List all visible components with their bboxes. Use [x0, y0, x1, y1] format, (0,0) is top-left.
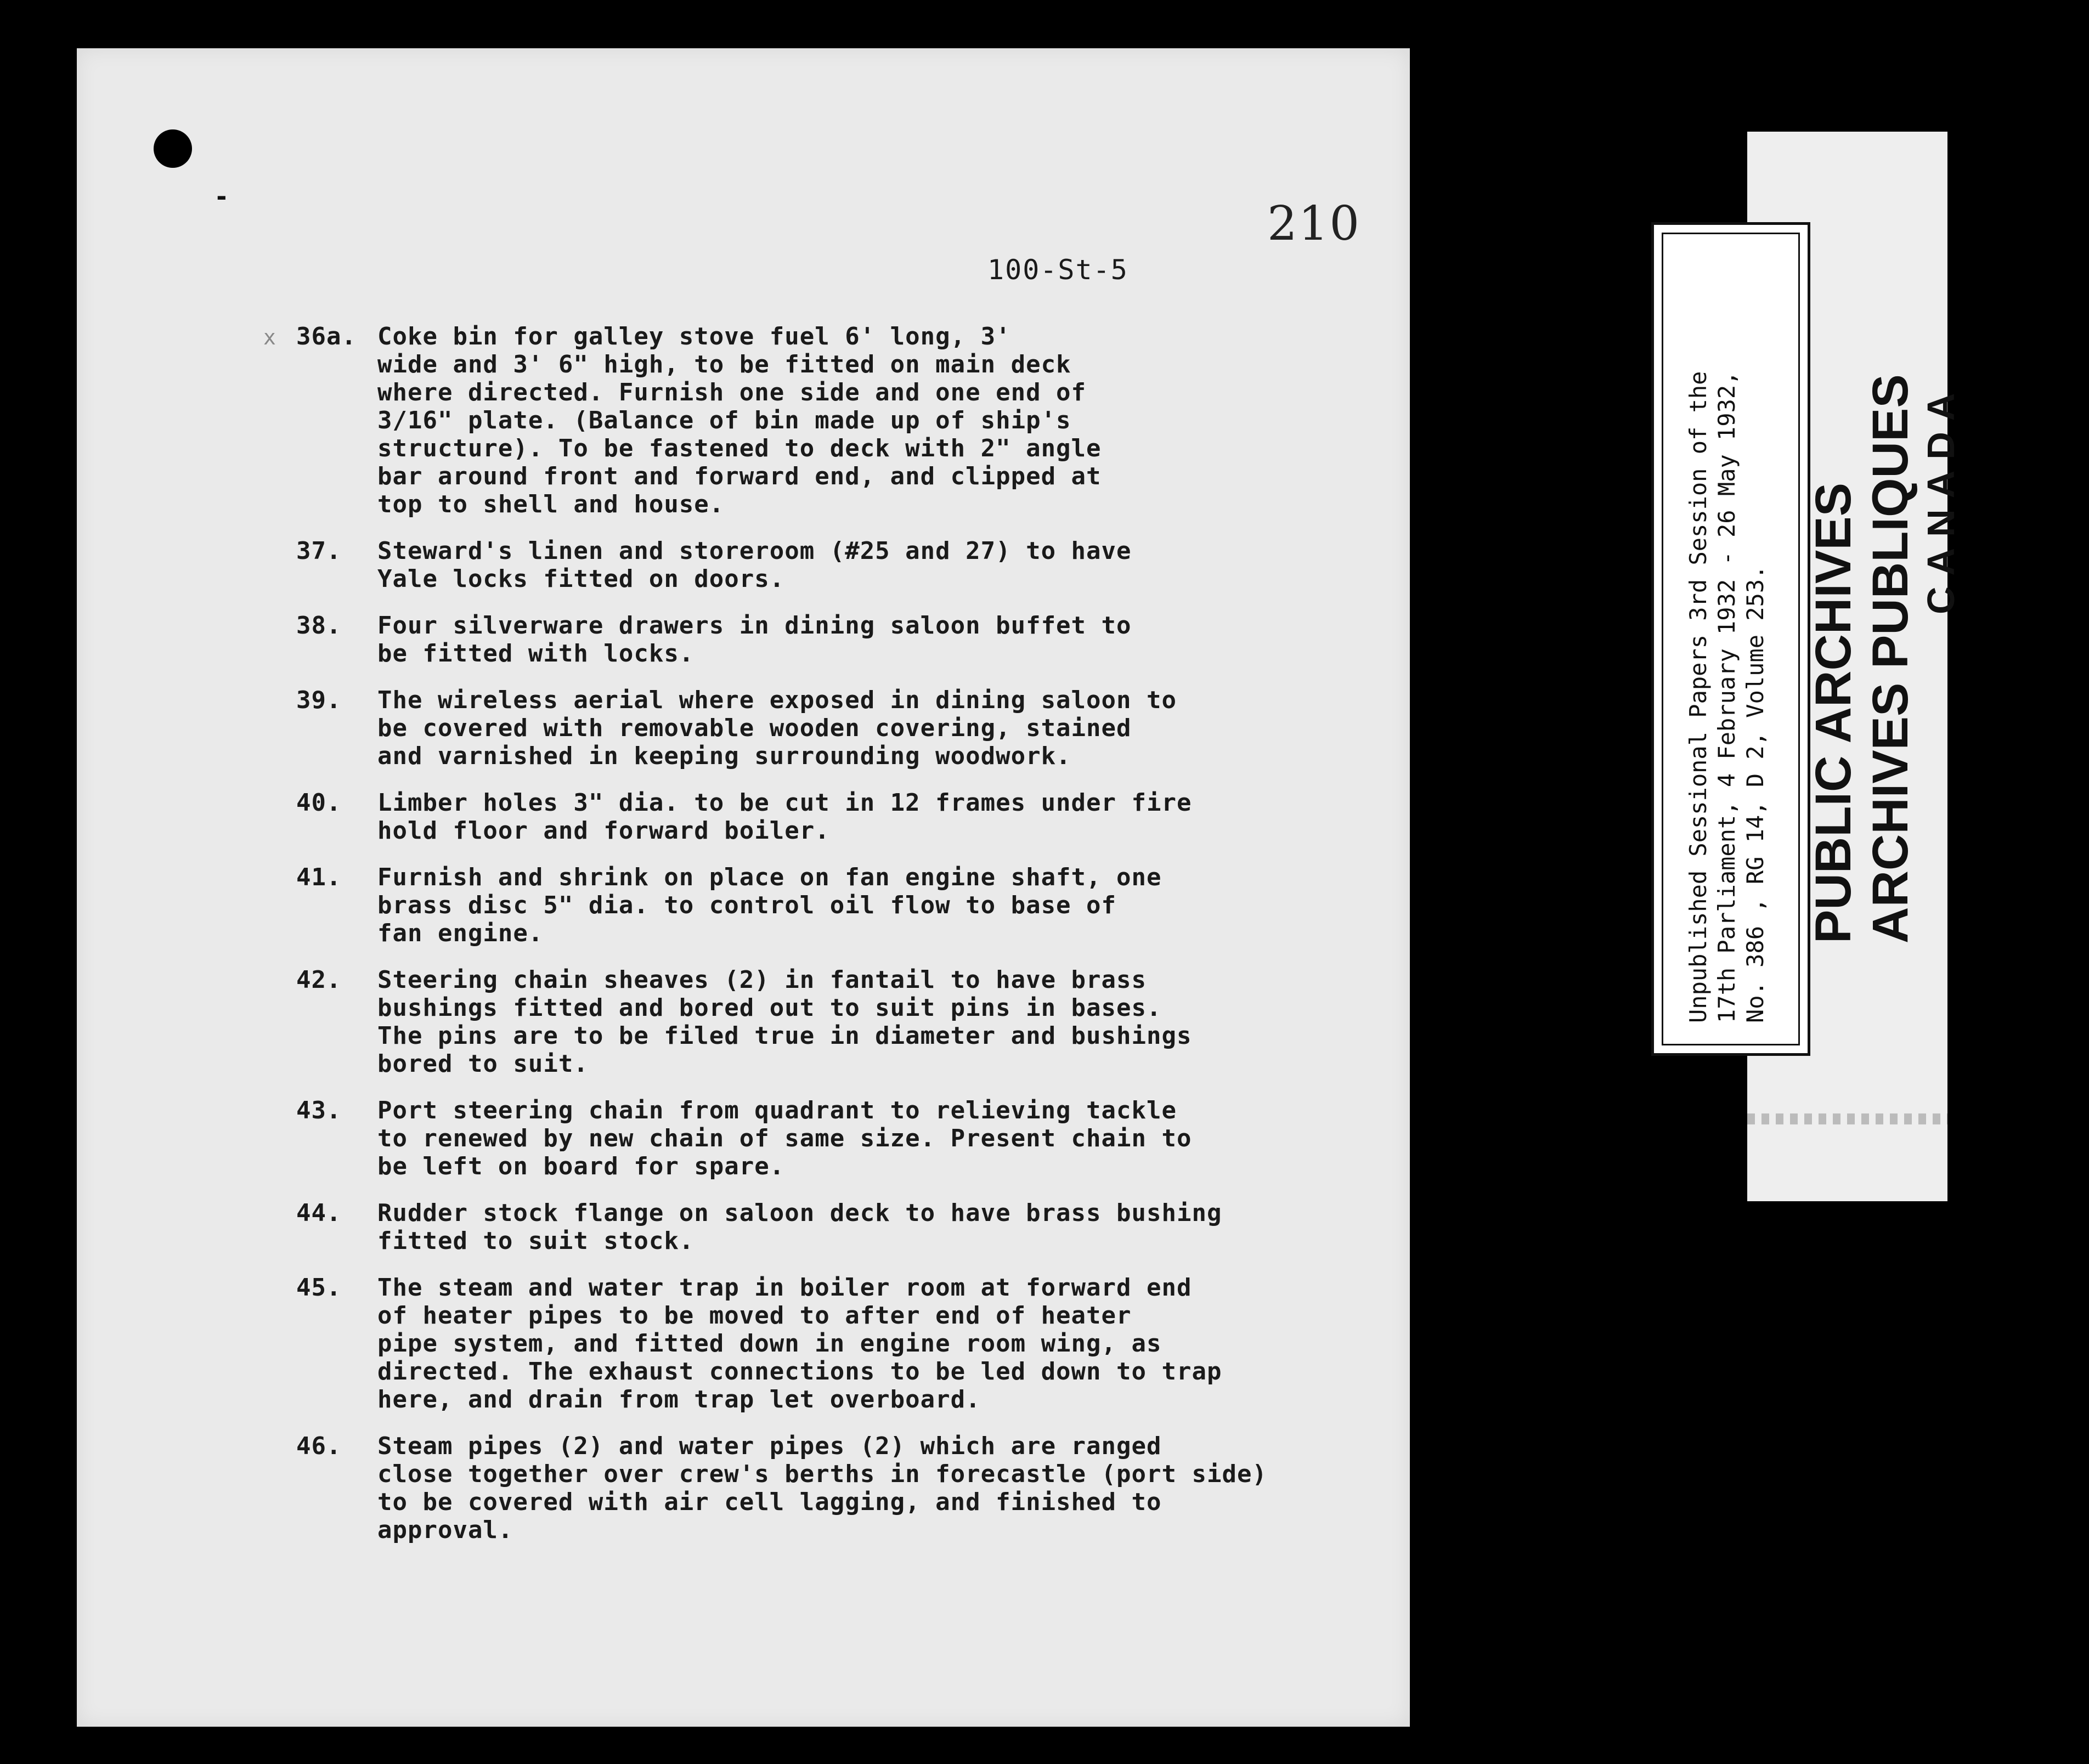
list-item [296, 966, 1437, 1078]
list-item [296, 323, 1437, 518]
item-number: 38. [296, 612, 342, 640]
item-number: 40. [296, 789, 342, 817]
item-text: Limber holes 3" dia. to be cut in 12 frames under fire hold floor and forward boiler. [377, 789, 1192, 845]
item-number: 44. [296, 1199, 342, 1227]
punch-hole [154, 129, 192, 168]
stamp-line: ARCHIVES PUBLIQUES [1862, 374, 1918, 943]
document-page [77, 48, 1410, 1727]
item-number: 39. [296, 686, 342, 714]
margin-tick: x [263, 325, 276, 349]
list-item [296, 1096, 1437, 1180]
item-text: Port steering chain from quadrant to relieving tackle to renewed by new chain of same size. Present chain to be left on board for spare. [377, 1096, 1192, 1180]
list-item [296, 1274, 1437, 1414]
caption-line: No. 386 , RG 14, D 2, Volume 253. [1742, 565, 1769, 1023]
list-item [296, 686, 1437, 770]
archive-stamp [1805, 66, 1963, 943]
stamp-line: PUBLIC ARCHIVES [1805, 483, 1861, 943]
item-number: 43. [296, 1096, 342, 1124]
list-item [296, 612, 1437, 668]
item-text: The steam and water trap in boiler room at forward end of heater pipes to be moved to after end of heater pipe system, and fitted down in engine room wing, as directed. The exhaust connections to be led down to trap here, and drain from trap let overboard. [377, 1274, 1222, 1414]
item-number: 37. [296, 537, 342, 565]
item-text: Steward's linen and storeroom (#25 and 27) to have Yale locks fitted on doors. [377, 537, 1132, 593]
caption-line: 17th Parliament, 4 February 1932 - 26 May 1932, [1713, 371, 1740, 1023]
list-item [296, 1432, 1437, 1544]
item-number: 36a. [296, 323, 357, 350]
list-item [296, 863, 1437, 947]
list-item [296, 537, 1437, 593]
item-number: 42. [296, 966, 342, 994]
item-text: Steering chain sheaves (2) in fantail to have brass bushings fitted and bored out to suit pins in bases. The pins are to be filed true in diameter and bushings bored to suit. [377, 966, 1192, 1078]
item-text: Furnish and shrink on place on fan engine shaft, one brass disc 5" dia. to control oil flow to base of fan engine. [377, 863, 1162, 947]
specification-list [296, 323, 1437, 1563]
item-text: Coke bin for galley stove fuel 6' long, 3' wide and 3' 6" high, to be fitted on main deck where directed. Furnish one side and one end of 3/16" plate. (Balance of bin made up of ship's structure). To be fastened to deck with 2" angle bar around front and forward end, and clipped at top to shell and house. [377, 323, 1102, 518]
item-text: Steam pipes (2) and water pipes (2) which are ranged close together over crew's berths in forecastle (port side) to be covered with air cell lagging, and finished to approval. [377, 1432, 1267, 1544]
list-item [296, 789, 1437, 845]
stamp-country: CANADA [1919, 382, 1962, 614]
item-text: Rudder stock flange on saloon deck to have brass bushing fitted to suit stock. [377, 1199, 1222, 1255]
list-item [296, 1199, 1437, 1255]
file-reference: 100-St-5 [987, 254, 1128, 286]
item-number: 46. [296, 1432, 342, 1460]
folio-number: 210 [1267, 196, 1361, 251]
archive-caption [1684, 233, 1770, 1023]
item-number: 41. [296, 863, 342, 891]
item-text: Four silverware drawers in dining saloon buffet to be fitted with locks. [377, 612, 1132, 668]
caption-line: Unpublished Sessional Papers 3rd Session of the [1685, 371, 1712, 1023]
pin-mark: - [214, 182, 229, 211]
item-text: The wireless aerial where exposed in dining saloon to be covered with removable wooden covering, stained and varnished in keeping surrounding woodwork. [377, 686, 1177, 770]
item-number: 45. [296, 1274, 342, 1302]
